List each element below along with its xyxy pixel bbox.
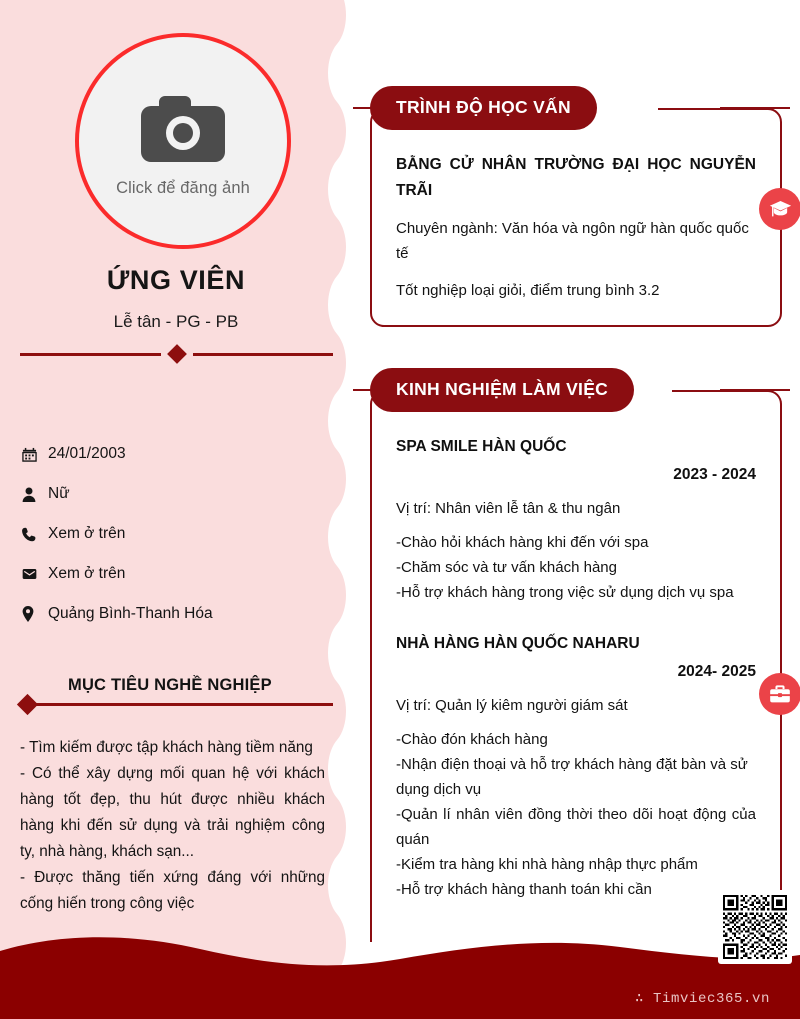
objective-line: - Được thăng tiến xứng đáng với những cống hiến trong công việc [20, 869, 325, 912]
contact-value-gender: Nữ [48, 485, 70, 502]
education-school: BẰNG CỬ NHÂN TRƯỜNG ĐẠI HỌC NGUYỄN TRÃI [396, 156, 756, 199]
objective-body[interactable] [20, 735, 325, 917]
divider-line-left [20, 353, 161, 356]
job-duty: -Nhận điện thoại và hỗ trợ khách hàng đặt bàn và sử dụng dịch vụ [396, 756, 748, 798]
location-pin-icon [22, 606, 48, 622]
education-section [370, 86, 782, 327]
experience-heading: KINH NGHIỆM LÀM VIỆC [370, 368, 634, 412]
photo-upload-area[interactable] [75, 33, 291, 249]
objective-line: - Có thể xây dựng mối quan hệ với khách hàng tốt đẹp, thu hút được nhiều khách hàng khi đến sử dụng và trải nghiệm công ty, nhà hàng, khách sạn... [20, 765, 325, 860]
experience-section [370, 368, 782, 942]
job-duty: -Hỗ trợ khách hàng thanh toán khi cần [396, 881, 652, 898]
experience-entry [396, 434, 756, 605]
job-duties [396, 530, 756, 605]
education-box [370, 108, 782, 327]
job-duty: -Hỗ trợ khách hàng trong việc sử dụng dịch vụ spa [396, 584, 734, 601]
job-date: 2023 - 2024 [673, 466, 756, 483]
contact-list [22, 434, 332, 634]
education-result: Tốt nghiệp loại giỏi, điểm trung bình 3.2 [396, 282, 660, 299]
person-icon [22, 487, 48, 502]
objective-title: MỤC TIÊU NGHỀ NGHIỆP [68, 676, 272, 694]
scalloped-edge [327, 0, 353, 1019]
objective-line: - Tìm kiếm được tập khách hàng tiềm năng [20, 739, 313, 756]
job-company: SPA SMILE HÀN QUỐC [396, 438, 567, 455]
experience-entry [396, 631, 756, 902]
pill-stub-right [720, 389, 790, 391]
job-duty: -Quản lí nhân viên đồng thời theo dõi hoạt động của quán [396, 806, 756, 848]
contact-value-phone: Xem ở trên [48, 525, 126, 542]
objective-rule [32, 703, 333, 706]
education-heading: TRÌNH ĐỘ HỌC VẤN [370, 86, 597, 130]
phone-icon [22, 527, 48, 542]
job-duty: -Chào hỏi khách hàng khi đến với spa [396, 534, 649, 551]
qr-code[interactable] [718, 890, 792, 964]
contact-value-email: Xem ở trên [48, 565, 126, 582]
divider-line-right [193, 353, 334, 356]
contact-row-email[interactable] [22, 554, 332, 594]
contact-row-birthdate[interactable] [22, 434, 332, 474]
briefcase-icon [759, 673, 800, 715]
job-duty: -Chào đón khách hàng [396, 731, 548, 748]
brand-watermark: ∴ Timviec365.vn [634, 991, 770, 1007]
job-position: Vị trí: Quản lý kiêm người giám sát [396, 697, 628, 714]
camera-icon [135, 90, 231, 169]
contact-row-phone[interactable] [22, 514, 332, 554]
job-date: 2024- 2025 [677, 663, 756, 680]
name-divider [20, 344, 333, 364]
job-company: NHÀ HÀNG HÀN QUỐC NAHARU [396, 635, 640, 652]
job-duty: -Kiểm tra hàng khi nhà hàng nhập thực phẩm [396, 856, 698, 873]
divider-diamond [167, 344, 187, 364]
job-position: Vị trí: Nhân viên lễ tân & thu ngân [396, 500, 621, 517]
objective-diamond [17, 694, 38, 715]
education-major: Chuyên ngành: Văn hóa và ngôn ngữ hàn quốc quốc tế [396, 220, 749, 262]
photo-hint-label: Click để đăng ảnh [116, 179, 250, 197]
job-duty: -Chăm sóc và tư vấn khách hàng [396, 559, 617, 576]
candidate-role: Lễ tân - PG - PB [113, 312, 239, 331]
contact-row-gender[interactable] [22, 474, 332, 514]
graduation-cap-icon [759, 188, 800, 230]
photo-circle[interactable] [75, 33, 291, 249]
sidebar [0, 0, 352, 1019]
contact-row-address[interactable] [22, 594, 332, 634]
objective-header [20, 676, 333, 706]
calendar-icon [22, 447, 48, 462]
content-panel [352, 0, 800, 1019]
job-duties [396, 727, 756, 902]
contact-value-birthdate: 24/01/2003 [48, 445, 126, 462]
experience-box [370, 390, 782, 942]
envelope-icon [22, 568, 48, 580]
candidate-name: ỨNG VIÊN [106, 265, 246, 295]
pill-stub-right [720, 107, 790, 109]
contact-value-address: Quảng Bình-Thanh Hóa [48, 605, 213, 622]
